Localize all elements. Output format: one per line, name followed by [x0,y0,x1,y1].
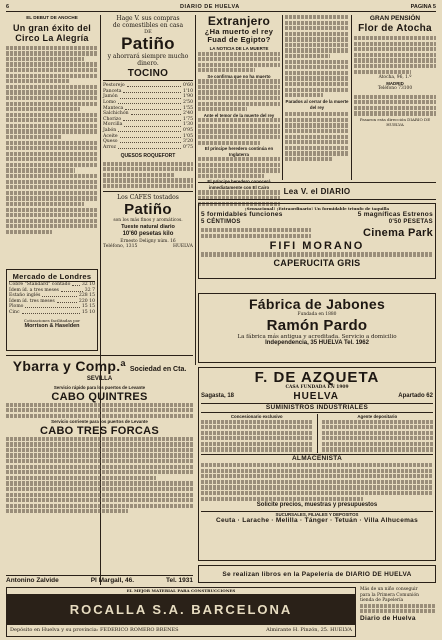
price-label: Chorizo [103,116,122,122]
leader-dots [120,134,181,138]
price-label: Jamón [103,94,118,100]
jabones-title: Fábrica de Jabones [248,296,386,312]
article-body [198,79,280,111]
pension-ad [354,15,436,180]
ybarra-body [6,403,193,418]
rocalla-depot-address: Almirante H. Pinzón, 25. HUELVA [266,627,352,633]
azqueta-branches: Ceuta · Larache · Melilla · Tánger · Tetuán · Villa Alhucemas [215,517,419,525]
ybarra-agent: Antonino Zalvide [6,576,59,584]
cinema-ad [198,203,436,279]
article-body [285,15,349,97]
price-label: Queso [103,139,118,145]
mercado-label: Estaño inglés [9,293,41,299]
brand-name: Patiño [121,34,175,54]
jabones-name: Ramón Pardo [266,316,368,334]
ybarra-boat: CABO QUINTRES [51,390,148,403]
mercado-price: 228 15 [78,293,95,299]
masthead [6,3,436,12]
mercado-price: 15 15 [81,304,95,310]
price-label: Lomo [103,100,116,106]
cinema-price: 5 CÉNTIMOS [201,219,241,226]
article-body [198,52,280,73]
leader-dots [125,106,181,110]
article-body [285,112,349,161]
mercado-price: 220 10 [78,298,95,304]
price-label: Arroz [103,144,116,150]
price-label: Pestorejo [103,83,125,89]
subsection-body [103,162,193,189]
leader-dots [57,299,77,303]
film-title: FIFI [269,240,298,253]
azqueta-col-body [322,420,434,452]
price-label: Panceta [103,88,122,94]
article-body [198,118,280,145]
column-rule [282,15,283,180]
masthead-title: DIARIO DE HUELVA [179,3,240,10]
ad-line: Los CAFES tostados [117,194,179,202]
ad-line: Tueste natural diario [121,224,175,231]
ybarra-ad [6,355,193,585]
leader-dots [124,122,181,126]
price-row [103,145,193,151]
azqueta-city: HUELVA [293,390,339,402]
price-price: 0'75 [182,144,193,150]
leader-dots [118,100,181,104]
section-head: Se confirma que no ha muerto [207,73,271,79]
leader-dots [61,288,83,292]
ad-name: Flor de Atocha [358,23,432,35]
price-label: Manteca [103,105,124,111]
price-label: Morcilla [103,122,123,128]
price-price: 1'10 [182,88,193,94]
patino-ad [103,15,193,361]
cinema-name: Cinema Park [363,226,433,239]
leader-dots [131,111,181,115]
section-title: TOCINO [103,67,193,81]
ad-city: MADRID [386,80,404,86]
azqueta-name: F. DE AZQUETA [254,369,380,386]
price-price: 0'95 [182,128,193,133]
side-note-line: tienda de Papelería [360,598,404,603]
mercado-note: Cotizaciones facilitadas por [23,317,81,323]
leader-dots [25,304,79,308]
phone: Teléfono, 1315 [103,244,138,249]
section-head: LA NOTICIA DE LA MUERTE [209,46,269,51]
ybarra-service: Servicio corriente para los puertos de Levante [51,419,148,425]
azqueta-wholesale-title: ALMACENISTA [201,454,433,463]
price-line: 10'60 pesetas kilo [122,231,174,237]
azqueta-wholesale-body [201,463,433,501]
cinema-body [201,228,311,239]
extranjero-continued [285,15,349,180]
ybarra-service: Servicio rápido para los puertos de Levante [53,385,146,390]
ybarra-title: Ybarra y Comp.ª [12,358,126,374]
article-kicker: EL DEBUT DE ANOCHE [26,15,78,20]
side-note-name: Diario de Huelva [360,614,416,622]
price-price: 0'60 [182,83,193,89]
leader-dots [118,145,181,149]
azqueta-address: Sagasta, 18 [201,393,235,399]
ad-ref: Pasaron esta dirección DIARIO DE HUELVA [359,116,431,127]
mercado-price: 32 7 [84,287,95,293]
cinema-kicker: ¡Sensacional! ¡Extraordinario! Un formidable triunfo de taquilla [244,206,390,211]
leader-dots [118,128,181,132]
extranjero-article [198,14,280,190]
azqueta-col-body [201,420,313,452]
ybarra-city: SEVILLA [86,375,113,382]
side-note [360,587,436,637]
section-head: Parados al cerrar de la muerte del rey [285,99,349,110]
ad-body [354,36,436,74]
azqueta-supplies-title: SUMINISTROS INDUSTRIALES [201,404,433,413]
mercado-label: Ídem íd. tres meses [9,298,55,304]
cinema-body [201,252,433,256]
price-price: 3'20 [182,139,193,145]
leader-dots [127,83,181,87]
address: Ernesto Deligny núm. 16 [120,238,176,244]
city: HUELVA [172,244,193,249]
column-rule [195,15,196,365]
rocalla-name: ROCALLA S.A. BARCELONA [7,595,355,625]
mercado-provider: Morrison & Haselden [24,322,80,329]
price-price: 1'55 [182,105,193,111]
ybarra-boat: CABO TRES FORCAS [39,424,160,437]
papeleria-banner: Se realizan libros en la Papelería de DIARIO DE HUELVA [198,565,436,583]
price-label: Jabón [103,128,117,133]
leader-dots [120,94,181,98]
price-label: Aceite [103,133,118,139]
price-price: 1'75 [182,116,193,122]
page-number: 6 [6,3,10,10]
section-head: El príncipe heredero continúa en Inglaterra [204,146,274,157]
jabones-phone: Tel. 1962 [344,340,369,347]
newspaper-page [6,3,436,637]
mercado-label: Cobre "Standard" contado [9,282,71,287]
ad-address: Atocha, 96, 1.º [378,75,412,81]
article-body [198,157,280,178]
rocalla-tagline: EL MEJOR MATERIAL PARA CONSTRUCCIONES [7,588,355,595]
jabones-city: HUELVA [318,340,343,347]
mercado-row [9,310,95,316]
azqueta-branches-title: SUCURSALES, FILIALES Y DEPOSITOS [201,511,433,518]
mercado-label: Ídem íd. a tres meses [9,287,59,293]
cinema-feature: 5 magníficas Estrenos [357,211,433,218]
cinema-price: 0'50 PESETAS [388,219,433,226]
side-note-line: Más de un niño conseguir [360,587,418,592]
mercado-title: Mercado de Londres [9,272,95,282]
leader-dots [123,117,181,121]
ybarra-agent-address: Pl Margall, 46. [90,576,135,584]
mercado-label: Cinc [9,309,20,315]
ad-head: GRAN PENSIÓN [369,15,421,22]
ybarra-subtitle: Sociedad en Cta. [129,366,187,373]
article-subtitle: ¿Ha muerto el rey Fuad de Egipto? [204,27,274,44]
jabones-ad [198,293,436,363]
mercado-ad [6,269,98,351]
azqueta-col-head: Agente depositario [357,414,398,419]
price-label: Salchichón [103,111,129,117]
page-label: PAGINA 5 [410,3,436,10]
cinema-feature: 5 formidables funciones [201,211,283,218]
price-list [103,83,193,150]
price-price: 2'40 [182,111,193,117]
leader-dots [123,89,181,93]
price-price: 1'90 [182,94,193,100]
azqueta-founded: CASA FUNDADA EN 1909 [285,385,349,390]
leader-dots [120,139,181,143]
azqueta-ad [198,367,436,561]
side-note-body [360,604,436,614]
jabones-desc: La fábrica más antigua y acreditada. Servicio a domicilio [237,333,397,340]
section-head: Ante el temor de la muerte del rey [203,112,275,118]
ad-phone: Teléfono 73100 [377,86,413,92]
ad-line: son los más finos y aromáticos. [113,217,183,223]
leader-dots [42,293,77,297]
azqueta-col-head: Concesionario exclusivo [230,414,283,419]
article-title: Un gran éxito del Circo La Alegría [12,22,92,43]
circo-article [6,15,98,265]
mercado-label: Plomo [9,304,24,310]
film-title: MORANO [302,240,365,253]
jabones-address: Independencia, 35 [265,340,318,347]
section-head: El príncipe heredero conocerá inmediatamente con El Cairo [207,179,271,190]
ad-line: DE [144,29,152,35]
article-body [6,46,98,234]
ad-line: y ahorrará siempre mucho [107,53,189,61]
price-price: 1'30 [182,122,193,128]
article-title: Extranjero [207,14,271,28]
price-price: 1'05 [182,133,193,139]
brand-name: Patiño [124,200,172,218]
mercado-price: 15 10 [81,309,95,315]
ad-line: dinero. [137,60,159,68]
ybarra-body [6,437,193,514]
side-note-line: para la Primera Comunión [360,592,419,598]
price-price: 2'50 [182,100,193,106]
mercado-price: 32 10 [81,282,95,287]
rocalla-depot: Depósito en Huelva y su provincia: FEDERICO ROMERO BRENES [10,627,179,633]
leader-dots [22,310,80,314]
ad-line: de comestibles en casa [112,22,184,29]
ad-line: Hage V. sus compras [116,15,180,22]
jabones-founded: Fundada en 1880 [297,312,337,317]
column-rule [351,15,352,180]
leader-dots [72,282,79,286]
film-title: CAPERUCITA GRIS [273,257,361,268]
read-banner: Lea V. el DIARIO [198,182,436,200]
ad-body [354,95,436,116]
rocalla-ad [6,587,356,637]
ybarra-agent-phone: Tel. 1931 [166,576,193,584]
subsection-title: QUESOS ROQUEFORT [120,153,176,160]
azqueta-cta: Solicite precios, muestras y presupuestos [256,502,378,509]
mercado-list [9,282,95,316]
azqueta-apartado: Apartado 62 [398,393,433,399]
